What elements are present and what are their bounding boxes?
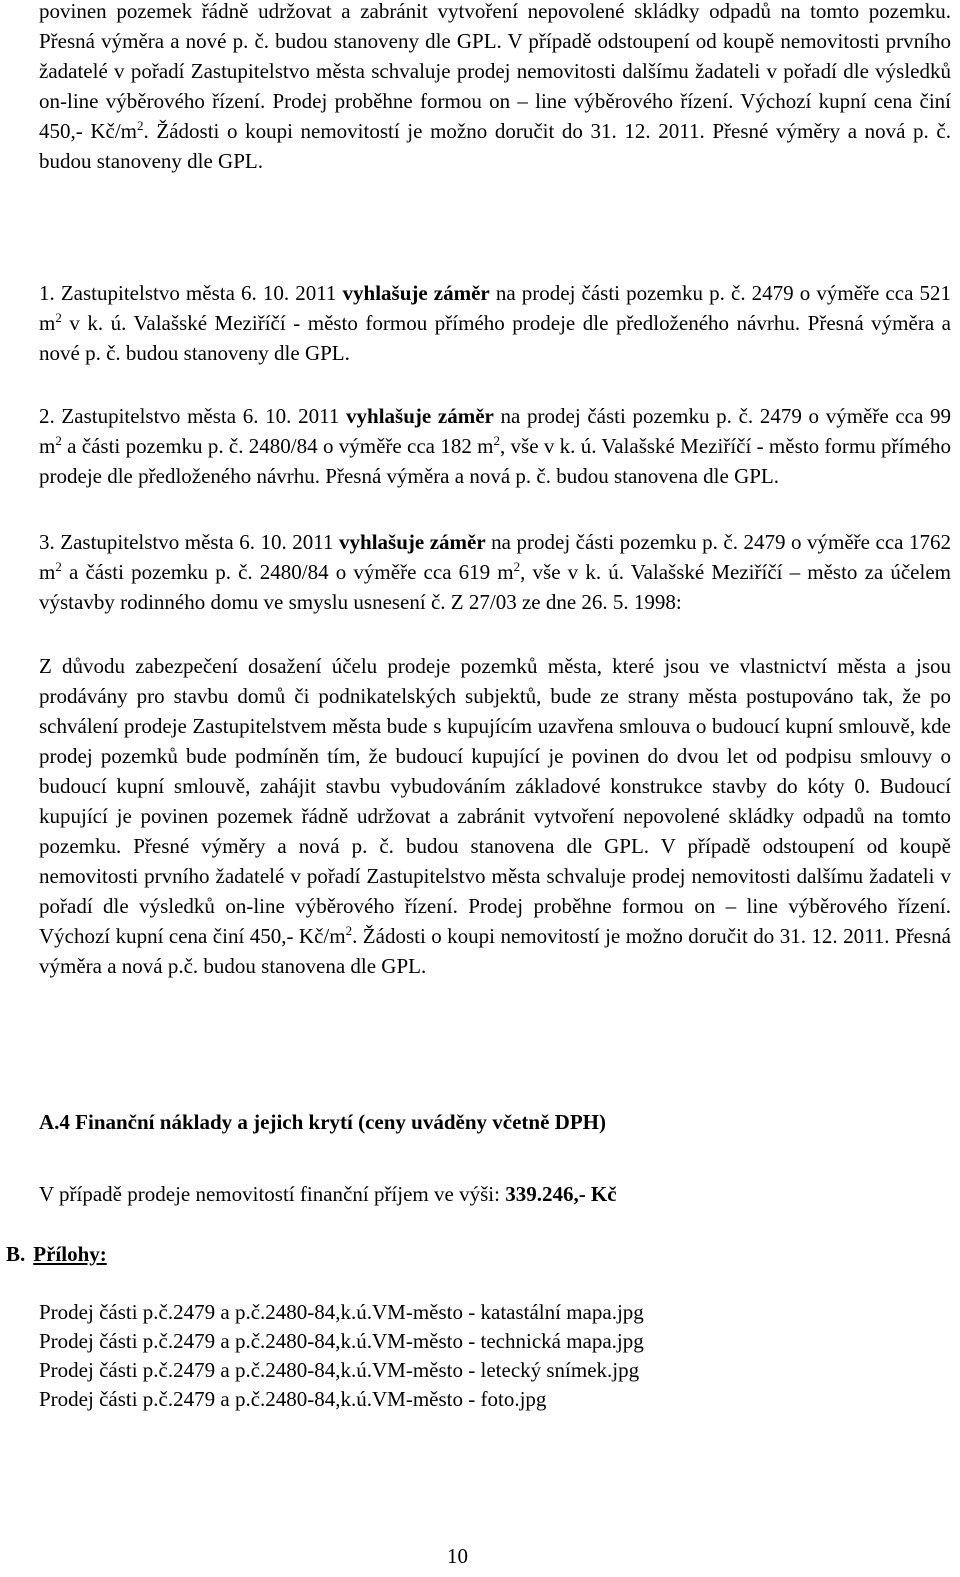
section-b-heading [6,1239,107,1269]
attachment-item: Prodej části p.č.2479 a p.č.2480-84,k.ú.VM-město - foto.jpg [39,1387,547,1411]
item-bold: vyhlašuje záměr [339,530,486,554]
item-text: , vše v k. ú. Valašské Meziříčí - město formu přímého prodeje dle předloženého návrhu. Přesná výměra a nová p. č. budou stanovena dle GPL. [39,434,952,488]
item-prefix: 1. Zastupitelstvo města 6. 10. 2011 [39,281,343,305]
item-text: na prodej části pozemku p. č. 2479 o výměře cca 521 m [39,281,951,335]
attachment-item: Prodej části p.č.2479 a p.č.2480-84,k.ú.VM-město - letecký snímek.jpg [39,1358,640,1382]
attachment-item: Prodej části p.č.2479 a p.č.2480-84,k.ú.VM-město - technická mapa.jpg [39,1329,644,1353]
item-text: na prodej části pozemku p. č. 2479 o výměře cca 1762 m [39,530,951,584]
section-label: Přílohy: [33,1242,107,1266]
reason-paragraph [39,651,951,981]
item-bold: vyhlašuje záměr [342,281,490,305]
superscript: 2 [137,118,144,133]
item-prefix: 2. Zastupitelstvo města 6. 10. 2011 [39,404,347,428]
attachment-list [39,1298,644,1414]
income-value: 339.246,- Kč [505,1182,617,1206]
superscript: 2 [345,923,353,938]
intro-paragraph [39,0,951,176]
superscript: 2 [55,559,62,574]
page-number: 10 [447,1544,468,1568]
superscript: 2 [55,433,62,448]
superscript: 2 [55,310,62,325]
income-line [39,1179,617,1209]
reason-text-after: . Žádosti o koupi nemovitostí je možno doručit do 31. 12. 2011. Přesná výměra a nová p.č. budou stanovena dle GPL. [39,924,951,978]
item-text: a části pozemku p. č. 2480/84 o výměře cca 182 m [61,434,494,458]
section-marker: B. [6,1242,26,1266]
item-prefix: 3. Zastupitelstvo města 6. 10. 2011 [39,530,340,554]
item-text: na prodej části pozemku p. č. 2479 o výměře cca 99 m [39,404,951,458]
item-text: a části pozemku p. č. 2480/84 o výměře cca 619 m [61,560,514,584]
item-text: , vše v k. ú. Valašské Meziříčí – město za účelem výstavby rodinného domu ve smyslu usnesení č. Z 27/03 ze dne 26. 5. 1998: [39,560,951,614]
intro-text: povinen pozemek řádně udržovat a zabránit vytvoření nepovolené skládky odpadů na tomto pozemku. Přesná výměra a nové p. č. budou stanoveny dle GPL. V případě odstoupení od koupě nemovitosti prvního žadatelé v pořadí Zastupitelstvo města schvaluje prodej nemovitosti dalšímu žadateli v pořadí dle výsledků on-line výběrového řízení. Prodej proběhne formou on – line výběrového řízení. Výchozí kupní cena činí 450,- Kč/m [39,0,951,143]
item-text: v k. ú. Valašské Meziříčí - město formou přímého prodeje dle předloženého návrhu. Přesná výměra a nové p. č. budou stanoveny dle GPL. [39,311,951,365]
intro-text-after: . Žádosti o koupi nemovitostí je možno doručit do 31. 12. 2011. Přesné výměry a nová p. č. budou stanoveny dle GPL. [39,119,951,173]
item-1 [39,278,951,368]
item-3 [39,527,951,617]
section-a4-heading: A.4 Finanční náklady a jejich krytí (ceny uváděny včetně DPH) [39,1110,606,1134]
item-bold: vyhlašuje záměr [346,404,494,428]
reason-text: Z důvodu zabezpečení dosažení účelu prodeje pozemků města, které jsou ve vlastnictví města a jsou prodávány pro stavbu domů či podnikatelských subjektů, bude ze strany města postupováno tak, že po schválení prodeje Zastupitelstvem města bude s kupujícím uzavřena smlouva o budoucí kupní smlouvě, kde prodej pozemků bude podmíněn tím, že budoucí kupující je povinen do dvou let od podpisu smlouvy o budoucí kupní smlouvě, zahájit stavbu vybudováním základové konstrukce stavby do kóty 0. Budoucí kupující je povinen pozemek řádně udržovat a zabránit vytvoření nepovolené skládky odpadů na tomto pozemku. Přesné výměry a nová p. č. budou stanovena dle GPL. V případě odstoupení od koupě nemovitosti prvního žadatelé v pořadí Zastupitelstvo města schvaluje prodej nemovitosti dalšímu žadateli v pořadí dle výsledků on-line výběrového řízení. Prodej proběhne formou on – line výběrového řízení. Výchozí kupní cena činí 450,- Kč/m [39,654,951,948]
item-2 [39,401,951,491]
income-label: V případě prodeje nemovitostí finanční příjem ve výši: [39,1182,506,1206]
superscript: 2 [513,559,521,574]
attachment-item: Prodej části p.č.2479 a p.č.2480-84,k.ú.VM-město - katastální mapa.jpg [39,1300,644,1324]
superscript: 2 [493,433,500,448]
